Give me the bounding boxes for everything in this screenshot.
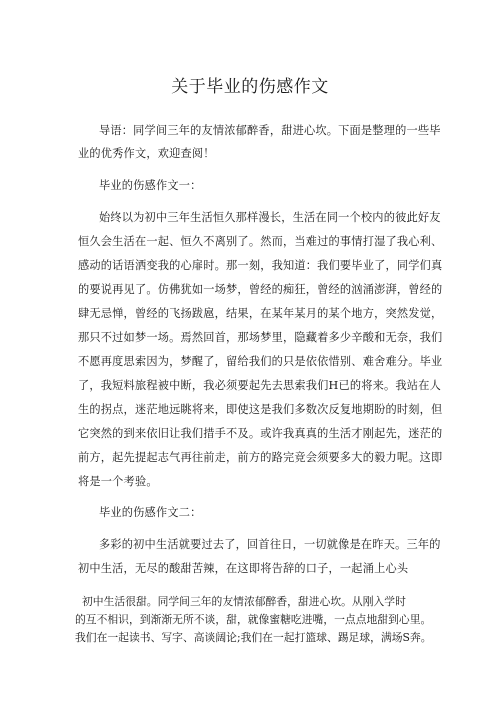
paragraph-line: 始终以为初中三年生活恒久那样漫长，生活在同一个校内的彼此好友	[99, 211, 441, 224]
paragraph-line: 肆无忌惮，曾经的飞扬跋扈，结果，在某年某月的某个地方，突然发觉，	[78, 307, 443, 320]
paragraph-line: 导语：同学间三年的友情浓郁醉香，甜进心坎。下面是整理的一些毕	[99, 124, 441, 137]
paragraph-line: 生的拐点，迷茫地远眺将来，即使这是我们多数次反复地期盼的时刻，但	[78, 403, 443, 416]
paragraph-line: 业的优秀作文，欢迎查阅！	[78, 147, 215, 160]
paragraph-line: 那只不过如梦一场。焉然回首，那场梦里，隐藏着多少辛酸和无奈，我们	[78, 331, 443, 344]
paragraph-line: 它突然的到来依旧让我们措手不及。或许我真真的生活才刚起先，迷茫的	[78, 427, 443, 440]
paragraph-line: 初中生活，无尽的酸甜苦辣，在这即将告辞的口子，一起涌上心头	[78, 562, 409, 575]
paragraph-line: 不愿再度思索因为，梦醒了，留给我们的只是依依惜别、难舍难分。毕业	[78, 355, 443, 368]
paragraph-line: 多彩的初中生活就要过去了，回首往日，一切就像是在昨天。三年的	[99, 538, 441, 551]
paragraph-line: 我们在一起读书、写字、高谈阔论;我们在一起打篮球、踢足球，满场S奔。	[75, 631, 432, 644]
paragraph-line: 恒久会生活在一起、恒久不离别了。然而，当难过的事情打湿了我心利、	[78, 235, 443, 248]
paragraph-line: 的互不相识，到渐渐无所不谈，甜，就像蜜糖吃进嘴，一点点地甜到心里。	[75, 613, 432, 626]
section-heading: 毕业的伤感作文一：	[99, 179, 202, 192]
paragraph-line: 前方，起先提起志气再往前走，前方的路完竞会须要多大的毅力呢。这即	[78, 451, 443, 464]
paragraph-line: 初中生活很甜。同学间三年的友情浓郁醉香，甜进心坎。从刚入学时	[82, 595, 406, 608]
paragraph-line: 的要说再见了。仿佛犹如一场梦，曾经的痴狂，曾经的汹涌澎湃，曾经的	[78, 283, 443, 296]
section-heading: 毕业的伤感作文二：	[99, 506, 202, 519]
document-title: 关于毕业的伤感作文	[171, 77, 329, 97]
paragraph-line: 了，我短料旅程被中断，我必须要起先去思索我们H已的将来。我站在人	[78, 379, 441, 392]
paragraph-line: 将是一个考验。	[78, 475, 158, 488]
paragraph-line: 感动的话语洒变我的心扉时。那一刻，我知道：我们要毕业了，同学们真	[78, 259, 443, 272]
